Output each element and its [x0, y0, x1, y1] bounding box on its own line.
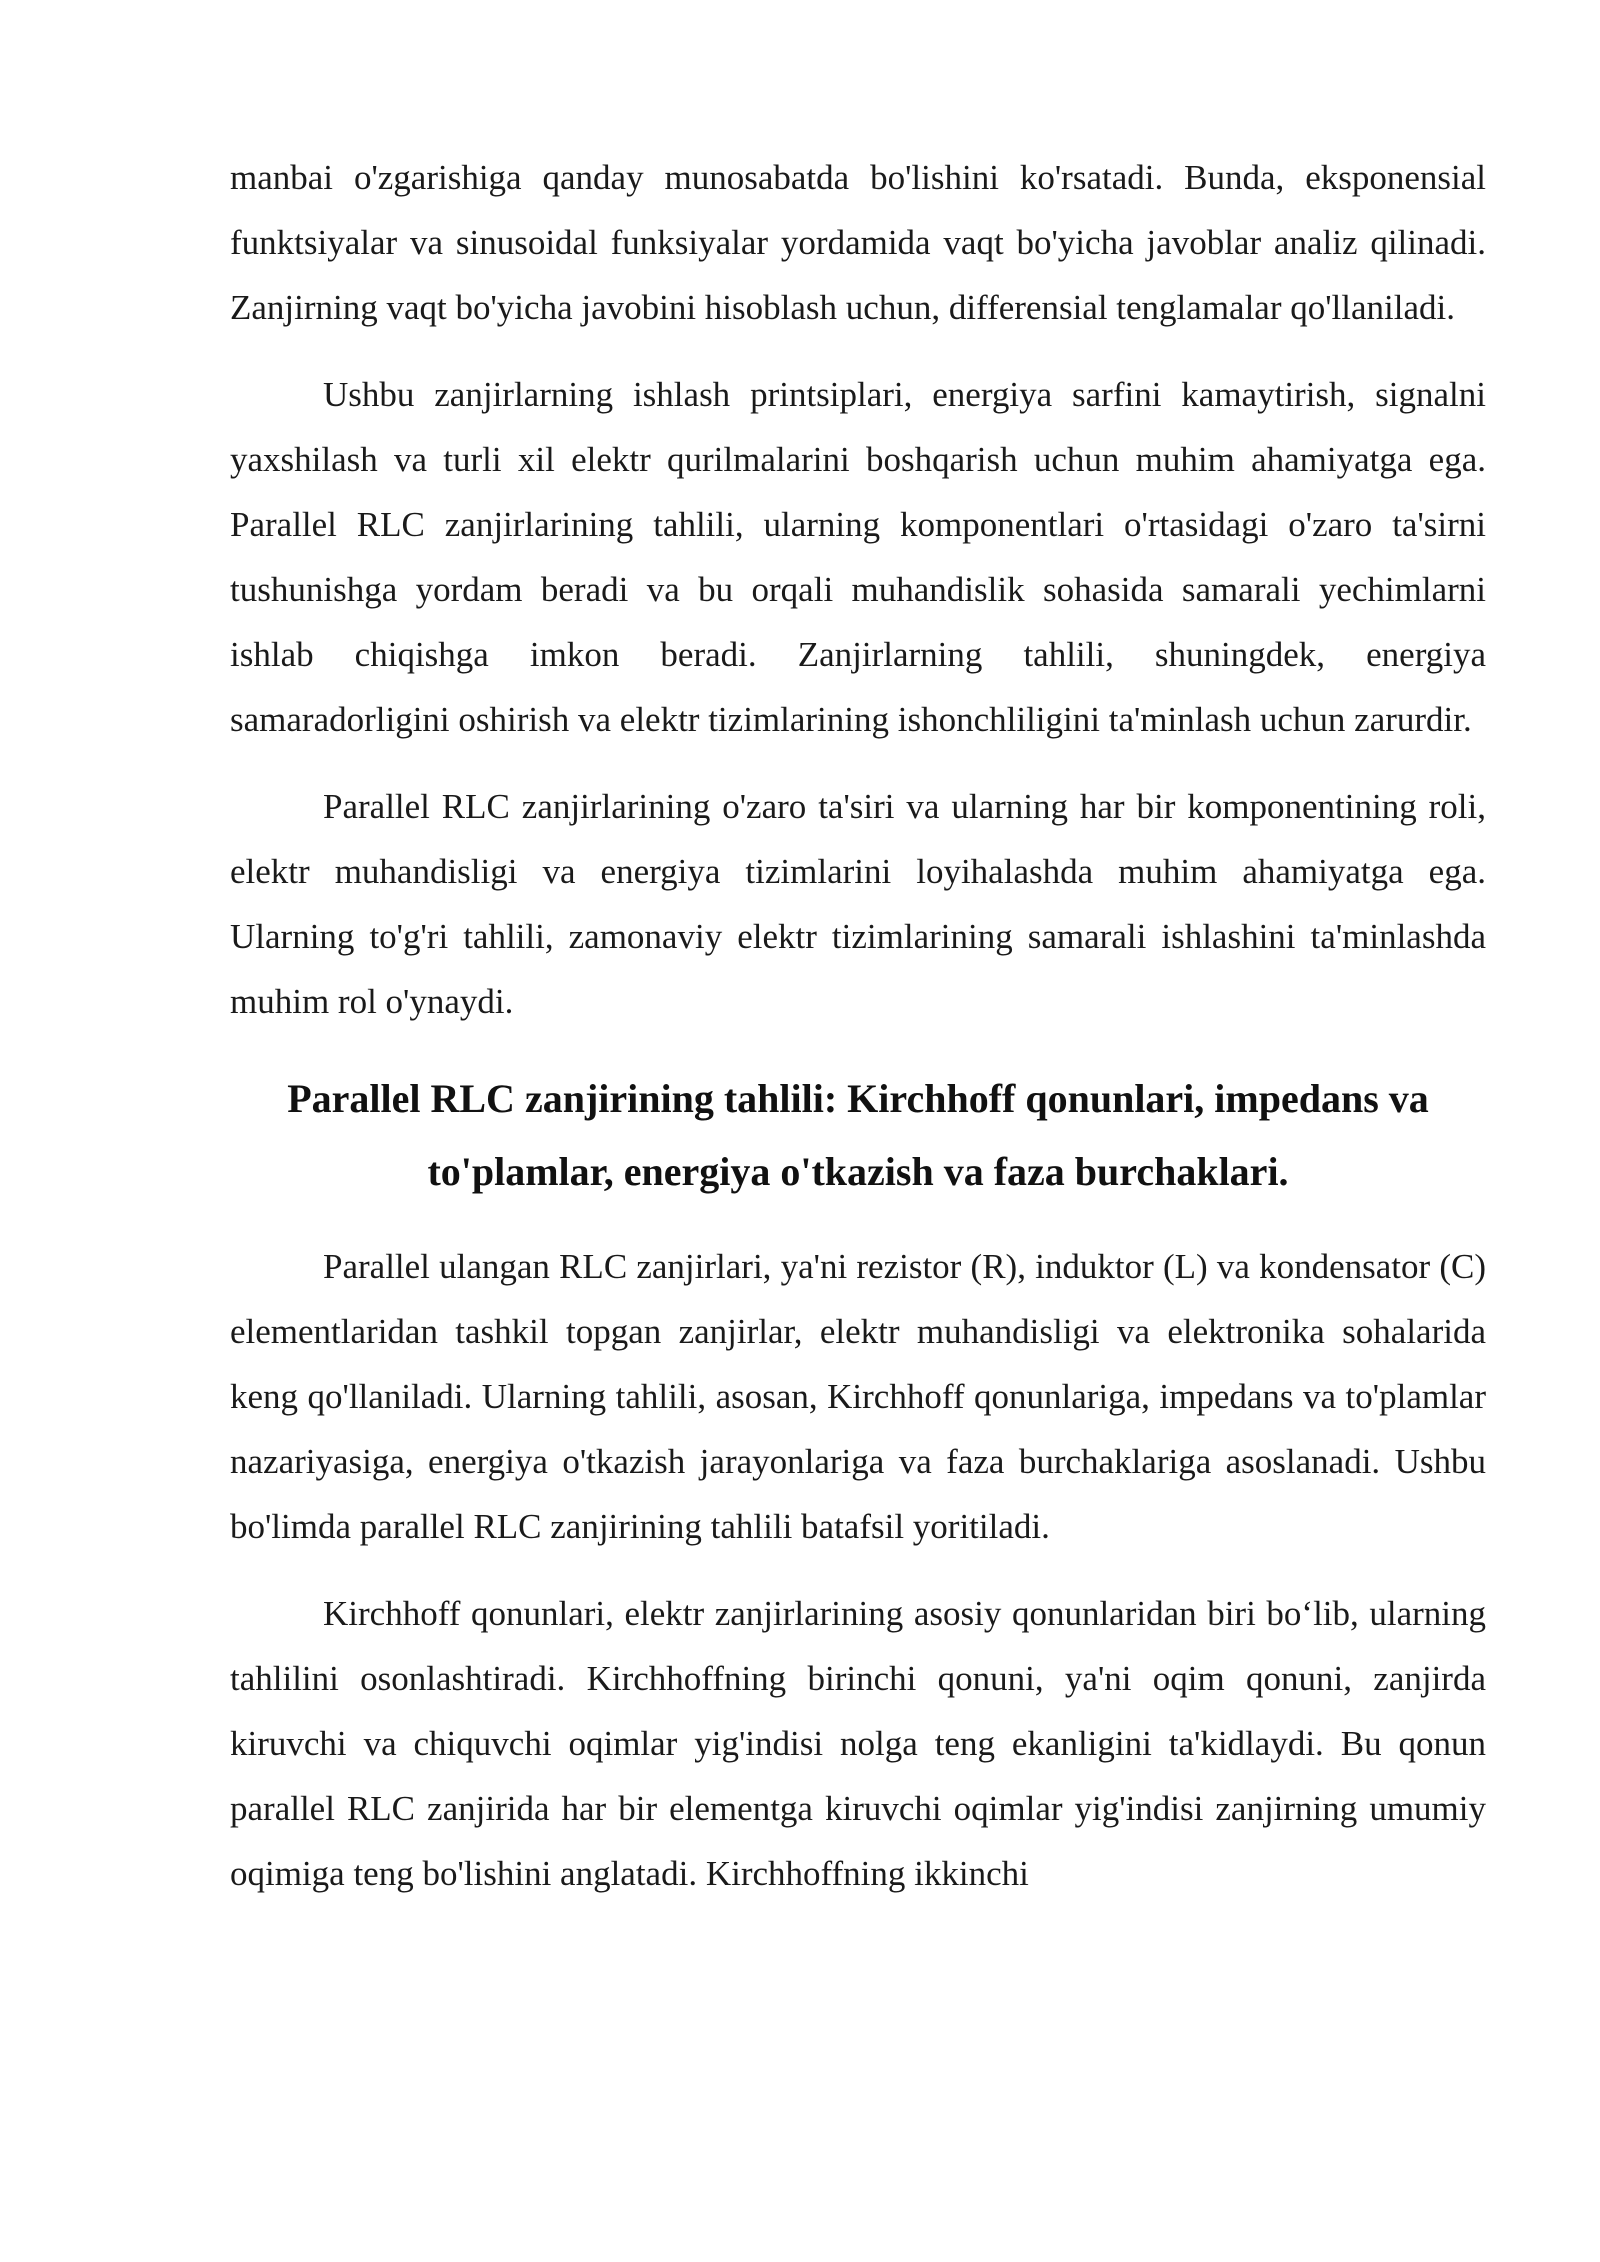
paragraph-parallel-rlc-intro: Parallel ulangan RLC zanjirlari, ya'ni rezistor (R), induktor (L) va kondensator (C) elementlaridan tashkil topgan zanjirlar, elektr muhandisligi va elektronika sohalarida keng qo'llaniladi. Ularning tahlili, asosan, Kirchhoff qonunlariga, impedans va to'plamlar nazariyasiga, energiya o'tkazish jarayonlariga va faza burchaklariga asoslanadi. Ushbu bo'limda parallel RLC zanjirining tahlili batafsil yoritiladi. — [230, 1247, 1486, 1546]
paragraph-working-principles: Ushbu zanjirlarning ishlash printsiplari, energiya sarfini kamaytirish, signalni yaxshilash va turli xil elektr qurilmalarini boshqarish uchun muhim ahamiyatga ega. Parallel RLC zanjirlarining tahlili, ularning komponentlari o'rtasidagi o'zaro ta'sirni tushunishga yordam beradi va bu orqali muhandislik sohasida samarali yechimlarni ishlab chiqishga imkon beradi. Zanjirlarning tahlili, shuningdek, energiya samaradorligini oshirish va elektr tizimlarining ishonchliligini ta'minlash uchun zarurdir. — [230, 375, 1486, 739]
paragraph-kirchhoff-laws: Kirchhoff qonunlari, elektr zanjirlarining asosiy qonunlaridan biri bo‘lib, ularning tahlilini osonlashtiradi. Kirchhoffning birinchi qonuni, ya'ni oqim qonuni, zanjirda kiruvchi va chiquvchi oqimlar yig'indisi nolga teng ekanligini ta'kidlaydi. Bu qonun parallel RLC zanjirida har bir elementga kiruvchi oqimlar yig'indisi zanjirning umumiy oqimiga teng bo'lishini anglatadi. Kirchhoffning ikkinchi — [230, 1594, 1486, 1893]
paragraph-continuation: manbai o'zgarishiga qanday munosabatda bo'lishini ko'rsatadi. Bunda, eksponensial funktsiyalar va sinusoidal funksiyalar yordamida vaqt bo'yicha javoblar analiz qilinadi. Zanjirning vaqt bo'yicha javobini hisoblash uchun, differensial tenglamalar qo'llaniladi. — [230, 158, 1486, 327]
section-heading: Parallel RLC zanjirining tahlili: Kirchhoff qonunlari, impedans va to'plamlar, energiya o'tkazish va faza burchaklari. — [287, 1076, 1429, 1194]
paragraph-component-roles: Parallel RLC zanjirlarining o'zaro ta'siri va ularning har bir komponentining roli, elektr muhandisligi va energiya tizimlarini loyihalashda muhim ahamiyatga ega. Ularning to'g'ri tahlili, zamonaviy elektr tizimlarining samarali ishlashini ta'minlashda muhim rol o'ynaydi. — [230, 787, 1486, 1021]
document-page — [230, 145, 1486, 1928]
